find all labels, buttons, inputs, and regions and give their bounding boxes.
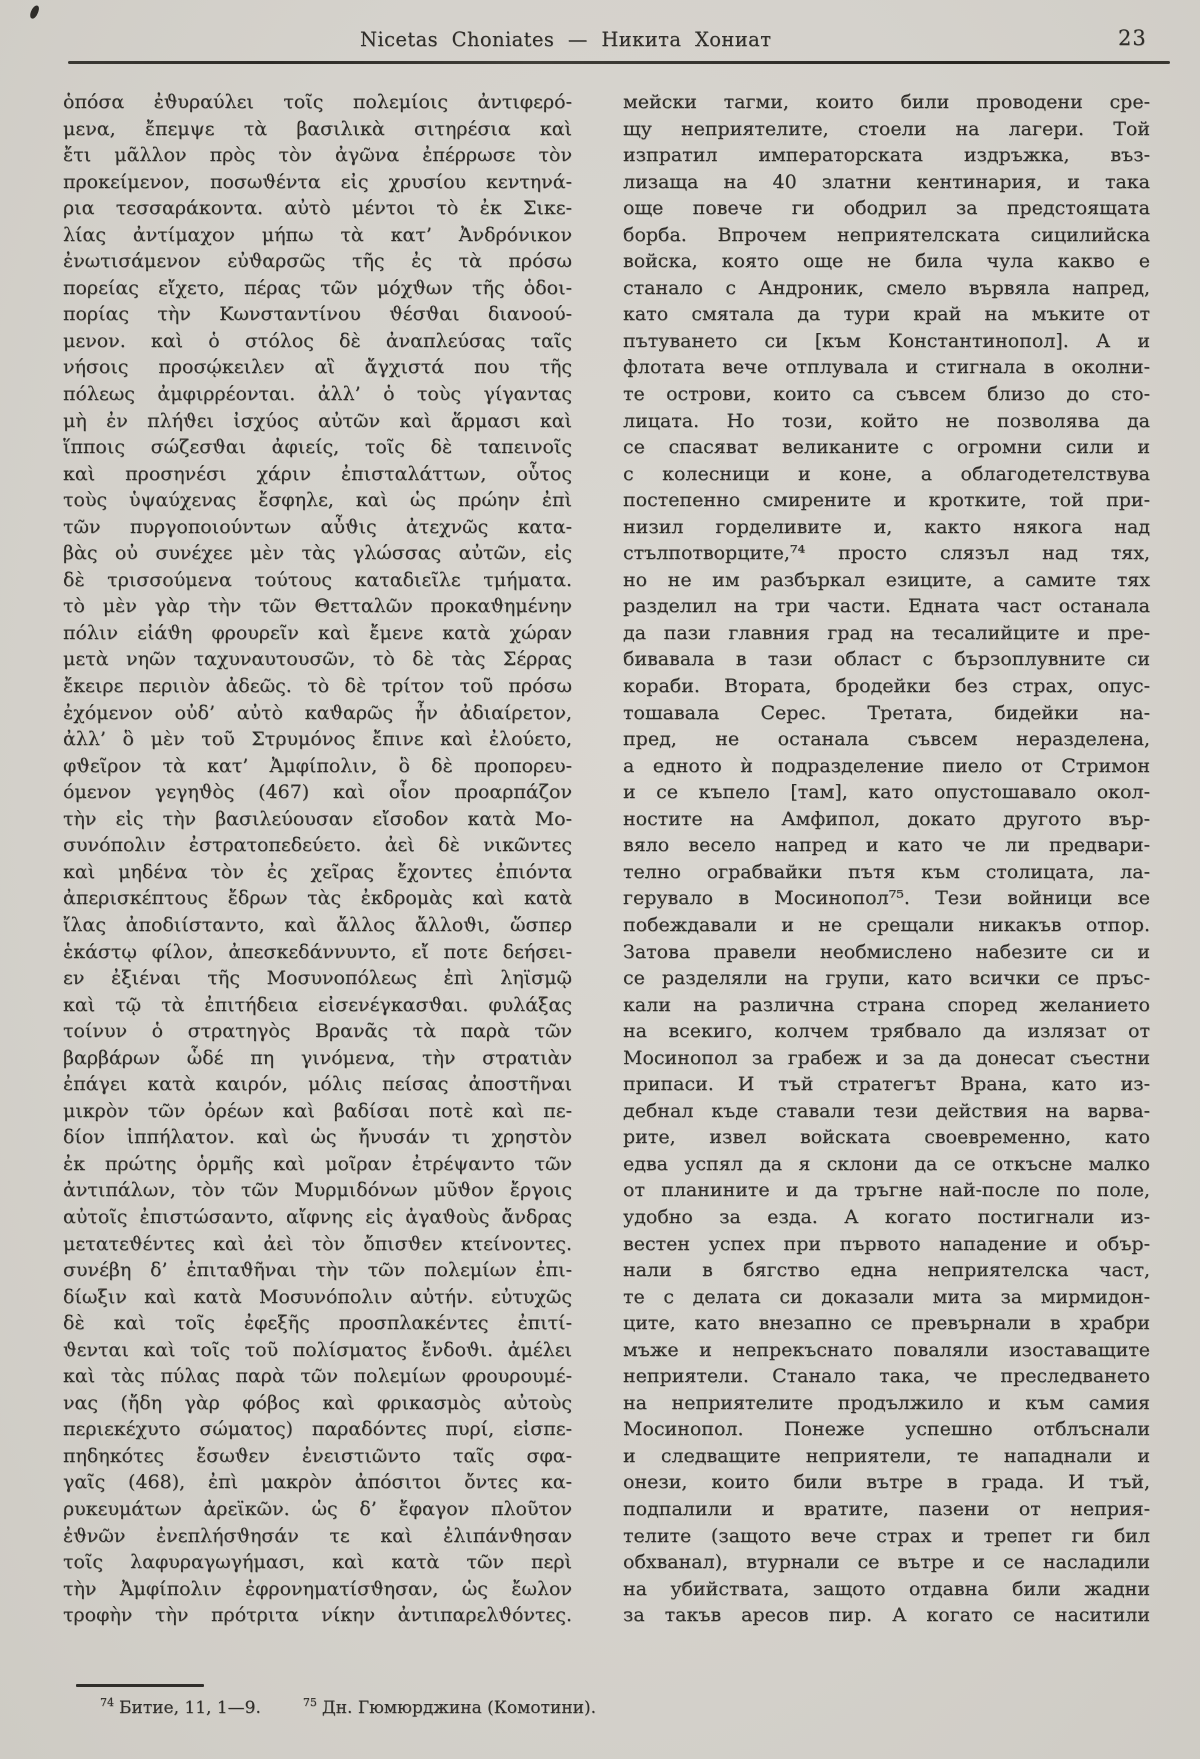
text-line: μενον. καὶ ὁ στόλος δὲ ἀναπλεύσας ταῖς — [63, 329, 572, 352]
text-line: Мосинопол. Понеже успешно отблъснали — [623, 1418, 1150, 1441]
text-line: αὐτοῖς ἐπιστώσαντο, αἴφνης εἰς ἀγαϑοὺς ἄνδρας — [63, 1205, 572, 1228]
text-line: ἔτι μᾶλλον πρὸς τὸν ἀγῶνα ἐπέρρωσε τὸν — [63, 144, 572, 167]
text-line: се разделяли на групи, като всички се пръс- — [623, 967, 1150, 990]
text-line: νήσοις προσῴκειλεν αἳ ἄγχιστά που τῆς — [63, 356, 572, 379]
text-line: μενα, ἔπεμψε τὰ βασιλικὰ σιτηρέσια καὶ — [63, 117, 572, 140]
text-line: τὸ μὲν γὰρ τὴν τῶν Θετταλῶν προκαϑημένην — [63, 595, 572, 618]
text-line: бивавала в тази област с бързоплувните си — [623, 648, 1150, 671]
text-line: ἐνωτισάμενον εὐϑαρσῶς τῆς ἐς τὰ πρόσω — [63, 250, 572, 273]
text-line: ρια τεσσαράκοντα. αὐτὸ μέντοι τὸ ἐκ Σικε- — [63, 197, 572, 220]
text-line: δίωξιν καὶ κατὰ Μοσυνόπολιν αὐτήν. εὐτυχῶς — [63, 1285, 572, 1308]
text-line: телно ограбвайки пътя към столицата, ла- — [623, 860, 1150, 883]
text-line: вяло весело напред и като че ли предвари- — [623, 834, 1150, 857]
text-line: но не им разбъркал езиците, а самите тях — [623, 568, 1150, 591]
text-line: войска, която още не била чула какво е — [623, 250, 1150, 273]
text-line: изпратил императорската издръжка, въз- — [623, 144, 1150, 167]
footnote-marker: 74 — [100, 1696, 114, 1709]
text-line: от планините и да тръгне най-после по поле, — [623, 1179, 1150, 1202]
text-line: ρυκευμάτων ἀρεϊκῶν. ὡς δ’ ἔφαγον πλοῦτον — [63, 1497, 572, 1520]
text-line: неприятели. Станало така, че преследването — [623, 1365, 1150, 1388]
text-line: δίον ἱππήλατον. καὶ ὡς ἤνυσάν τι χρηστὸν — [63, 1126, 572, 1149]
greek-text-column — [63, 89, 572, 1629]
text-line: на всекиго, колчем трябвало да излязат от — [623, 1020, 1150, 1043]
text-line: τοὺς ὑψαύχενας ἔσφηλε, καὶ ὡς πρώην ἐπὶ — [63, 489, 572, 512]
text-line: ците, като внезапно се превърнали в храбри — [623, 1312, 1150, 1335]
text-line: кораби. Втората, бродейки без страх, опус- — [623, 675, 1150, 698]
text-line: ἐκ πρώτης ὁρμῆς καὶ μοῖραν ἐτρέψαντο τῶν — [63, 1152, 572, 1175]
text-line: пътуването си [към Константинопол]. А и — [623, 329, 1150, 352]
text-line: καὶ τῷ τὰ ἐπιτήδεια εἰσενέγκασϑαι. φυλάξας — [63, 993, 572, 1016]
text-line: мейски тагми, които били проводени сре- — [623, 91, 1150, 113]
text-line: καὶ μηδένα τὸν ἐς χεῖρας ἔχοντες ἐπιόντα — [63, 860, 572, 883]
text-line: вестен успех при първото нападение и обър- — [623, 1232, 1150, 1255]
text-line: ἔκειρε περιιὸν ἀδεῶς. τὸ δὲ τρίτον τοῦ πρόσω — [63, 675, 572, 698]
text-line: περιεκέχυτο σώματος) παραδόντες πυρί, εἰσπε- — [63, 1418, 572, 1441]
text-line: μικρὸν τῶν ὀρέων καὶ βαδίσαι ποτὲ καὶ πε- — [63, 1099, 572, 1122]
text-columns — [63, 89, 1150, 1629]
text-line: едва успял да я склони да се откъсне малко — [623, 1152, 1150, 1175]
text-line: лицата. Но този, който не позволява да — [623, 409, 1150, 432]
footnote-marker: 75 — [302, 1696, 317, 1709]
text-line: μὴ ἐν πλήϑει ἰσχύος αὐτῶν καὶ ἅρμασι καὶ — [63, 409, 572, 432]
text-line: καὶ προσηνέσι χάριν ἐπισταλάττων, οὗτος — [63, 462, 572, 485]
text-line: τοίνυν ὁ στρατηγὸς Βρανᾶς τὰ παρὰ τῶν — [63, 1020, 572, 1043]
text-line: мъже и непрекъснато поваляли изоставащите — [623, 1338, 1150, 1361]
text-line: προκείμενον, ποσωϑέντα εἰς χρυσίου κεντηνά- — [63, 170, 572, 193]
text-line: рите, извел войската своевременно, като — [623, 1126, 1150, 1149]
text-line: μετατεϑέντες καὶ ἀεὶ τὸν ὄπισϑεν κτείνοντες. — [63, 1232, 572, 1255]
text-line: телите (защото вече страх и трепет ги бил — [623, 1524, 1150, 1547]
text-line: πηδηκότες ἔσωϑεν ἐνειστιῶντο ταῖς σφα- — [63, 1444, 572, 1467]
text-line: τῶν πυργοποιούντων αὖϑις ἀτεχνῶς κατα- — [63, 515, 572, 538]
text-line: да пази главния град на тесалийците и пре- — [623, 621, 1150, 644]
text-line: още повече ги ободрил за предстоящата — [623, 197, 1150, 220]
text-line: ἑκάστῳ φίλον, ἀπεσκεδάννυντο, εἴ ποτε δεήσει- — [63, 940, 572, 963]
footnotes — [100, 1696, 1000, 1718]
text-line: пред, не останала съвсем неразделена, — [623, 728, 1150, 751]
text-line: дебнал къде ставали тези действия на варва- — [623, 1099, 1150, 1122]
text-line: τὴν εἰς τὴν βασιλεύουσαν εἴσοδον κατὰ Μο- — [63, 807, 572, 830]
text-line: като смятала да тури край на мъките от — [623, 303, 1150, 326]
text-line: ностите на Амфипол, докато другото вър- — [623, 807, 1150, 830]
ink-speck — [29, 4, 40, 20]
text-line: ἐϑνῶν ἐνεπλήσϑησάν τε καὶ ἐλιπάνϑησαν — [63, 1524, 572, 1547]
text-line: разделил на три части. Едната част останала — [623, 595, 1150, 618]
text-line: γαῖς (468), ἐπὶ μακρὸν ἀπόσιτοι ὄντες κα- — [63, 1471, 572, 1494]
text-line: подпалили и вратите, пазени от неприя- — [623, 1497, 1150, 1520]
text-line: лизаща на 40 златни кентинария, и така — [623, 170, 1150, 193]
text-line: флотата вече отплувала и стигнала в околни- — [623, 356, 1150, 379]
text-line: ἐπάγει κατὰ καιρόν, μόλις πείσας ἀποστῆναι — [63, 1073, 572, 1096]
text-line: βαρβάρων ὧδέ πη γινόμενα, τὴν στρατιὰν — [63, 1046, 572, 1069]
text-line: βὰς οὐ συνέχεε μὲν τὰς γλώσσας αὐτῶν, εἰς — [63, 542, 572, 565]
text-line: на неприятелите продължило и към самия — [623, 1391, 1150, 1414]
text-line: тошавала Серес. Третата, бидейки на- — [623, 701, 1150, 724]
text-line: побеждавали и не срещали никакъв отпор. — [623, 913, 1150, 936]
text-line: и следващите неприятели, те нападнали и — [623, 1444, 1150, 1467]
footnote-text: Дн. Гюмюрджина (Комотини). — [321, 1697, 597, 1718]
text-line: λίας ἀντίμαχον μήπω τὰ κατ’ Ἀνδρόνικον — [63, 223, 572, 246]
text-line: постепенно смирените и кротките, той при- — [623, 489, 1150, 512]
text-line: νας (ἤδη γὰρ φόβος καὶ φρικασμὸς αὐτοὺς — [63, 1391, 572, 1414]
text-line: Мосинопол за грабеж и за да донесат съестни — [623, 1046, 1150, 1069]
text-line: нали в бягство една неприятелска част, — [623, 1259, 1150, 1282]
text-line: на убийствата, защото отдавна били жадни — [623, 1577, 1150, 1600]
text-line: кали на различна страна според желанието — [623, 993, 1150, 1016]
text-line: τοῖς λαφυραγωγήμασι, καὶ κατὰ τῶν περὶ — [63, 1551, 572, 1574]
text-line: стълпотворците,⁷⁴ просто слязъл над тях, — [623, 542, 1150, 565]
footnote-item — [303, 1698, 596, 1718]
footnote-item — [100, 1698, 261, 1718]
text-line: δὲ καὶ τοῖς ἐφεξῆς προσπλακέντες ἐπιτί- — [63, 1312, 572, 1335]
text-line: и се къпело [там], като опустошавало окол- — [623, 781, 1150, 804]
text-line: ἵπποις σώζεσϑαι ἀφιείς, τοῖς δὲ ταπεινοῖς — [63, 436, 572, 459]
text-line: δὲ τρισσούμενα τούτους καταδιεῖλε τμήματα. — [63, 568, 572, 591]
text-line: те с делата си доказали мита за мирмидон- — [623, 1285, 1150, 1308]
text-line: се спасяват великаните с огромни сили и — [623, 436, 1150, 459]
text-line: μετὰ νηῶν ταχυναυτουσῶν, τὸ δὲ τὰς Σέρρας — [63, 648, 572, 671]
text-line: καὶ τὰς πύλας παρὰ τῶν πολεμίων φρουρουμέ- — [63, 1365, 572, 1388]
text-line: τὴν Ἀμφίπολιν ἐφρονηματίσϑησαν, ὡς ἔωλον — [63, 1577, 572, 1600]
text-line: ἀλλ’ ὃ μὲν τοῦ Στρυμόνος ἔπινε καὶ ἐλούετο, — [63, 728, 572, 751]
bulgarian-text-column — [623, 89, 1150, 1629]
text-line: удобно за езда. А когато постигнали из- — [623, 1205, 1150, 1228]
text-line: низил горделивите и, както някога над — [623, 515, 1150, 538]
text-line: с колесници и коне, а облагодетелствува — [623, 462, 1150, 485]
text-line: обхванал), втурнали се вътре и се насладили — [623, 1551, 1150, 1574]
text-line: щу неприятелите, стоели на лагери. Той — [623, 117, 1150, 140]
page-title: Nicetas Choniates — Никита Хониат — [360, 28, 772, 51]
footnote-text: Битие, 11, 1—9. — [119, 1697, 261, 1718]
text-line: πόλεως ἀμφιρρέονται. ἀλλ’ ὁ τοὺς γίγαντας — [63, 383, 572, 406]
text-line: ἀπερισκέπτους ἔδρων τὰς ἐκδρομὰς καὶ κατὰ — [63, 887, 572, 910]
text-line: πορείας εἴχετο, πέρας τῶν μόχϑων τῆς ὁδοι- — [63, 276, 572, 299]
text-line: εν ἐξιέναι τῆς Μοσυνοπόλεως ἐπὶ ληϊσμῷ — [63, 967, 572, 990]
text-line: Затова правели необмислено набезите си и — [623, 940, 1150, 963]
text-line: те острови, които са съвсем близо до сто- — [623, 383, 1150, 406]
text-line: борба. Впрочем неприятелската сицилийска — [623, 223, 1150, 246]
text-line: станало с Андроник, смело вървяла напред, — [623, 276, 1150, 299]
header-rule — [68, 61, 1170, 64]
text-line: герувало в Мосинопол⁷⁵. Тези войници все — [623, 887, 1150, 910]
text-line: πόλιν εἰάϑη φρουρεῖν καὶ ἔμενε κατὰ χώραν — [63, 621, 572, 644]
text-line: за такъв аресов пир. А когато се наситили — [623, 1604, 1150, 1627]
text-line: όμενον γεγηϑὸς (467) καὶ οἷον προαρπάζον — [63, 781, 572, 804]
text-line: онези, които били вътре в града. И тъй, — [623, 1471, 1150, 1494]
text-line: ἐχόμενον οὐδ’ αὐτὸ καϑαρῶς ἦν ἀδιαίρετον, — [63, 701, 572, 724]
text-line: φϑεῖρον τὰ κατ’ Ἀμφίπολιν, ὃ δὲ προπορευ- — [63, 754, 572, 777]
text-line: τροφὴν τὴν πρότριτα νίκην ἀντιπαρελϑόντες. — [63, 1604, 572, 1627]
text-line: συνόπολιν ἐστρατοπεδεύετο. ἀεὶ δὲ νικῶντες — [63, 834, 572, 857]
text-line: ϑενται καὶ τοῖς τοῦ πολίσματος ἔνδοϑι. ἀμέλει — [63, 1338, 572, 1361]
footnote-rule — [76, 1684, 204, 1687]
text-line: ἀντιπάλων, τὸν τῶν Μυρμιδόνων μῦϑον ἔργοις — [63, 1179, 572, 1202]
text-line: ἴλας ἀποδιίσταντο, καὶ ἄλλος ἄλλοϑι, ὥσπερ — [63, 913, 572, 936]
text-line: ὁπόσα ἐϑυραύλει τοῖς πολεμίοις ἀντιφερό- — [63, 91, 572, 113]
text-line: припаси. И тъй стратегът Врана, като из- — [623, 1073, 1150, 1096]
text-line: а едното ѝ подразделение пиело от Стримон — [623, 754, 1150, 777]
text-line: συνέβη δ’ ἐπιταϑῆναι τὴν τῶν πολεμίων ἐπι- — [63, 1259, 572, 1282]
page-number: 23 — [1118, 26, 1147, 50]
text-line: πορίας τὴν Κωνσταντίνου ϑέσϑαι διανοού- — [63, 303, 572, 326]
